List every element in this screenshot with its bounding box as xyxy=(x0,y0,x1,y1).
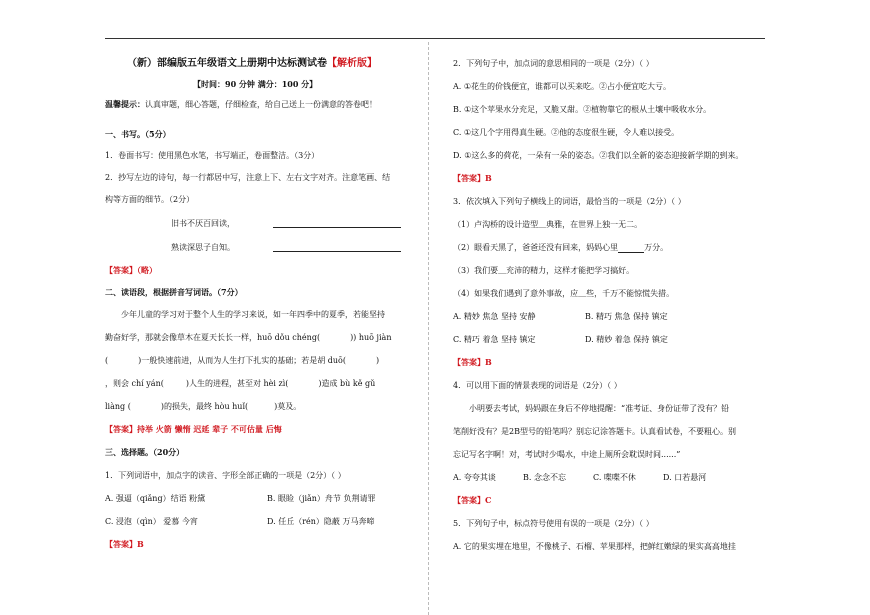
q3-2-text: （2）眼看天黑了，爸爸还没有回来，妈妈心里 xyxy=(453,243,619,252)
section-3-title: 三、选择题。（20分） xyxy=(105,447,185,457)
question-4: 4．可以用下面的情景表现的词语是（2分）（ ） xyxy=(453,381,622,390)
passage-line-4 xyxy=(105,378,375,389)
p5-text-c: )莫及。 xyxy=(274,402,302,411)
answer-5 xyxy=(453,357,492,368)
q4-option-b[interactable]: B. 念念不忘 xyxy=(523,473,566,482)
section-1-title: 一、书写。（5分） xyxy=(105,129,171,139)
header-rule xyxy=(105,38,765,39)
section-2-title: 二、读语段，根据拼音写词语。（7分） xyxy=(105,287,243,297)
q3-option-b[interactable]: B. 精巧 焦急 保持 镇定 xyxy=(585,312,668,321)
p3-open: ( xyxy=(105,356,109,365)
question-5: 5．下列句子中，标点符号使用有误的一项是（2分）（ ） xyxy=(453,519,654,528)
q3-sentence-3: （3）我们要＿充沛的精力，这样才能把学习搞好。 xyxy=(453,266,635,275)
answer-4-label: 【答案】 xyxy=(453,173,485,183)
q4-passage-1: 小明要去考试，妈妈跟在身后不停地提醒：“准考证、身份证带了没有？铅 xyxy=(469,404,730,413)
s1-question-2-line2: 构等方面的细节。（2分） xyxy=(105,195,195,204)
title-tag: 【解析版】 xyxy=(327,58,377,69)
q1-option-d[interactable]: D. 任丘（rén）隐蔽 万马奔啼 xyxy=(267,517,375,526)
q2-option-d[interactable]: D. ①这么多的荷花，一朵有一朵的姿态。②我们以全新的姿态迎接新学期的到来。 xyxy=(453,151,744,160)
title-main: （新）部编版五年级语文上册期中达标测试卷 xyxy=(127,58,327,69)
exam-meta: 【时间：90 分钟 满分：100 分】 xyxy=(193,79,318,89)
tip-label: 温馨提示： xyxy=(105,99,145,109)
answer-6-value: C xyxy=(485,495,492,505)
q4-option-c[interactable]: C. 喋喋不休 xyxy=(593,473,636,482)
pinyin-1: huō dǒu chéng( xyxy=(257,333,321,342)
poem-line-2 xyxy=(171,242,235,253)
tip-text: 认真审题，细心答题，仔细检查，给自己送上一份满意的答卷吧！ xyxy=(145,100,377,109)
q4-passage-2: 笔削好没有？是2B型号的铅笔吗？别忘记涂答题卡。认真看试卷，不要粗心。别 xyxy=(453,427,736,436)
q4-option-d[interactable]: D. 口若悬河 xyxy=(663,473,707,482)
answer-3-label: 【答案】 xyxy=(105,539,137,549)
answer-4 xyxy=(453,173,492,184)
s1-question-2-line1: 2．抄写左边的诗句，每一行都居中写，注意上下、左右文字对齐。注意笔画、结 xyxy=(105,173,391,182)
choice-question-1: 1．下列词语中，加点字的读音、字形全部正确的一项是（2分）（ ） xyxy=(105,471,346,480)
copy-blank-2[interactable] xyxy=(273,242,401,252)
column-divider xyxy=(428,42,429,615)
answer-3 xyxy=(105,539,144,550)
p4-text-a: ，则会 chí yán( xyxy=(105,379,164,388)
question-3: 3．依次填入下列句子横线上的词语，最恰当的一项是（2分）（ ） xyxy=(453,197,686,206)
q3-option-a[interactable]: A. 精妙 焦急 坚持 安静 xyxy=(453,312,536,321)
q3-option-c[interactable]: C. 精巧 着急 坚持 镇定 xyxy=(453,335,536,344)
q4-option-a[interactable]: A. 夸夸其谈 xyxy=(453,473,496,482)
answer-2 xyxy=(105,424,282,435)
passage-line-3 xyxy=(105,355,379,366)
passage-line-2 xyxy=(105,332,391,343)
answer-2-label: 【答案】 xyxy=(105,424,137,434)
q3-sentence-2 xyxy=(453,242,668,253)
q2-option-a[interactable]: A. ①花生的价钱便宜，谁都可以买来吃。②占小便宜吃大亏。 xyxy=(453,82,672,91)
answer-5-value: B xyxy=(485,357,492,367)
s1-question-1: 1．卷面书写：使用黑色水笔，书写端正，卷面整洁。（3分） xyxy=(105,151,320,160)
q1-option-a[interactable]: A. 强逼（qiǎng）结语 粉黛 xyxy=(105,494,206,503)
pinyin-2: )) huō jiàn xyxy=(350,333,392,342)
p5-text-b: )的损失，最终 hòu huǐ( xyxy=(160,402,249,411)
tip xyxy=(105,99,377,110)
answer-6 xyxy=(453,495,491,506)
q3-2-end: 万分。 xyxy=(644,243,669,252)
q2-option-b[interactable]: B. ①这个苹果水分充足，又脆又甜。②植物靠它的根从土壤中吸收水分。 xyxy=(453,105,712,114)
passage-line-5 xyxy=(105,401,301,412)
passage-2-text: 勤奋好学，那就会像草木在夏天长长一样， xyxy=(105,333,257,342)
q1-option-b[interactable]: B. 眼睑（jiǎn）舟节 负荆请罪 xyxy=(267,494,376,503)
q3-sentence-1: （1）卢沟桥的设计造型＿典雅，在世界上独一无二。 xyxy=(453,220,643,229)
q4-passage-3: 忘记写名字啊！对，考试时少喝水，中途上厕所会耽误时间......” xyxy=(453,450,681,459)
q3-sentence-4: （4）如果我们遇到了意外事故，应＿些，千万不能惊慌失措。 xyxy=(453,289,675,298)
answer-6-label: 【答案】 xyxy=(453,495,485,505)
poem-text-1: 旧书不厌百回读， xyxy=(171,219,235,228)
answer-1: 【答案】（略） xyxy=(105,265,157,275)
question-2: 2．下列句子中，加点词的意思相同的一项是（2分）（ ） xyxy=(453,59,654,68)
p4-text-c: )造成 bù kě gǔ xyxy=(318,379,376,388)
q5-option-a[interactable]: A. 它的果实埋在地里，不像桃子、石榴、苹果那样，把鲜红嫩绿的果实高高地挂 xyxy=(453,542,736,551)
poem-text-2: 熟读深思子自知。 xyxy=(171,243,235,252)
copy-blank-1[interactable] xyxy=(273,218,401,228)
p5-text-a: liàng ( xyxy=(105,402,131,411)
p3-text: )一般快速前进，从而为人生打下扎实的基础；若是胡 duō( xyxy=(138,356,346,365)
answer-2-text: 持举 火箭 懒惰 迟延 辈子 不可估量 后悔 xyxy=(137,424,282,434)
q3-option-d[interactable]: D. 精妙 着急 保持 镇定 xyxy=(585,335,668,344)
answer-4-value: B xyxy=(485,173,492,183)
answer-5-label: 【答案】 xyxy=(453,357,485,367)
p3-close: ) xyxy=(376,356,380,365)
passage-line-1: 少年儿童的学习对于整个人生的学习来说，如一年四季中的夏季，若能坚持 xyxy=(121,310,385,319)
exam-title xyxy=(127,58,377,69)
poem-line-1 xyxy=(171,218,235,229)
q2-option-c[interactable]: C. ①这几个字用得真生硬。②他的态度很生硬，令人难以接受。 xyxy=(453,128,680,137)
q1-option-c[interactable]: C. 浸泡（qìn） 爱慕 今宵 xyxy=(105,517,198,526)
answer-3-value: B xyxy=(137,539,144,549)
p4-text-b: )人生的进程，甚至对 hèi zì( xyxy=(185,379,289,388)
q3-blank-2[interactable] xyxy=(618,243,644,253)
